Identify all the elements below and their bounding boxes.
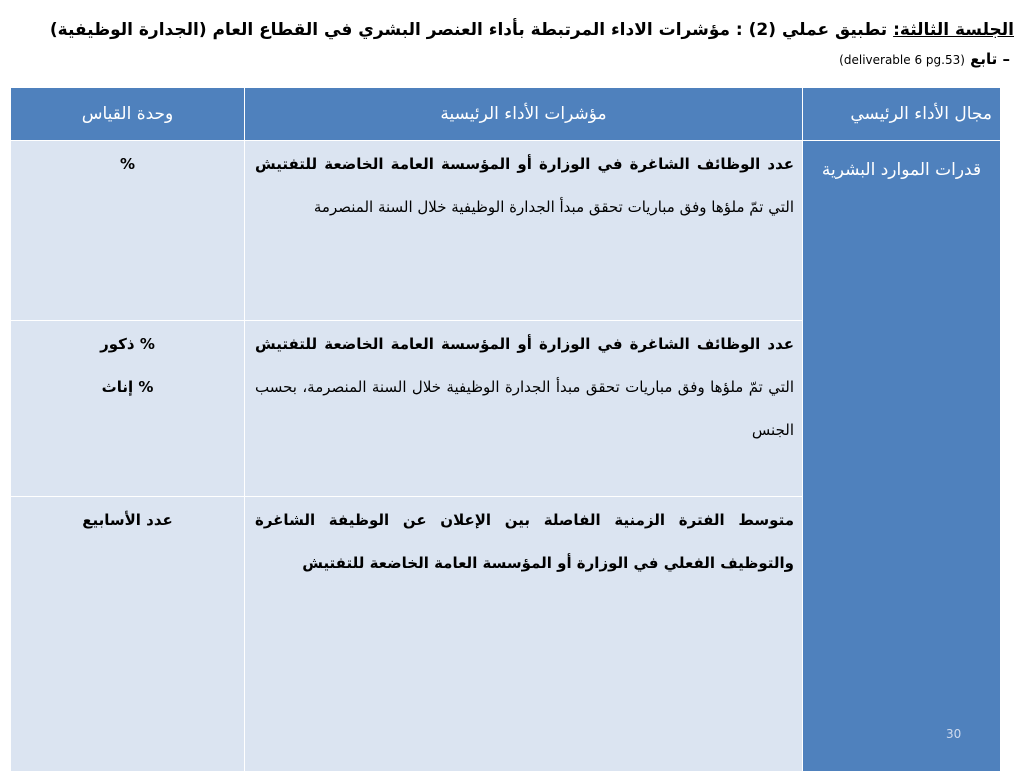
indicator-bold-text: عدد الوظائف الشاغرة في الوزارة أو المؤسسة العامة الخاضعة للتفتيش (255, 335, 794, 353)
unit-cell (11, 497, 245, 772)
subtitle-line (839, 50, 1010, 68)
unit-cell (11, 321, 245, 497)
indicator-cell (245, 141, 803, 321)
indicator-text: التي تمّ ملؤها وفق مباريات تحقق مبدأ الجدارة الوظيفية خلال السنة المنصرمة (313, 198, 794, 216)
indicator-bold-text: متوسط الفترة الزمنية الفاصلة بين الإعلان عن الوظيفة الشاغرة والتوظيف الفعلي في الوزارة أو المؤسسة العامة الخاضعة للتفتيش (255, 511, 794, 572)
table-row (11, 141, 1001, 321)
unit-cell (11, 141, 245, 321)
kpi-table (10, 87, 1001, 772)
continued-label: – تابع (970, 50, 1010, 68)
page-number: 30 (946, 727, 962, 741)
indicator-bold-text: عدد الوظائف الشاغرة في الوزارة أو المؤسسة العامة الخاضعة للتفتيش (255, 155, 794, 173)
header-unit: وحدة القياس (11, 88, 245, 141)
title-text: تطبيق عملي (2) : مؤشرات الاداء المرتبطة بأداء العنصر البشري في القطاع العام (الجدارة الوظيفية) (49, 20, 888, 40)
unit-line: عدد الأسابيع (82, 511, 173, 529)
indicator-cell (245, 321, 803, 497)
domain-cell: قدرات الموارد البشرية (803, 141, 1001, 772)
slide-title (12, 18, 1014, 42)
table-header-row (11, 88, 1001, 141)
indicator-text: التي تمّ ملؤها وفق مباريات تحقق مبدأ الجدارة الوظيفية خلال السنة المنصرمة، بحسب الجنس (255, 378, 794, 439)
header-area: مجال الأداء الرئيسي (803, 88, 1001, 141)
reference-label: (deliverable 6 pg.53) (839, 53, 965, 67)
unit-line: % (119, 155, 136, 173)
unit-line: % إناث (101, 378, 154, 396)
session-label: الجلسة الثالثة: (893, 20, 1014, 40)
unit-line: % ذكور (100, 335, 155, 353)
indicator-cell (245, 497, 803, 772)
header-indicators: مؤشرات الأداء الرئيسية (245, 88, 803, 141)
